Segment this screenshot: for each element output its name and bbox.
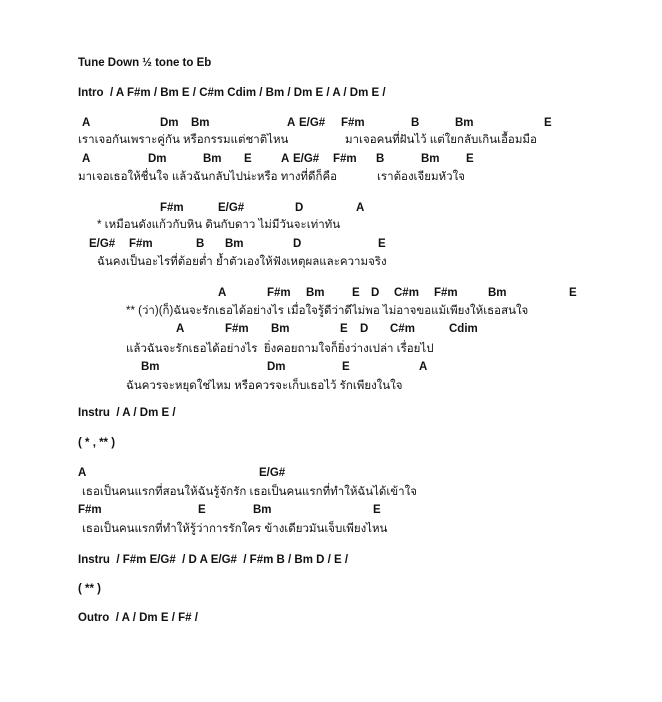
lyric-line: เธอเป็นคนแรกที่สอนให้ฉันรู้จักรัก เธอเป็นคนแรกที่ทำให้ฉันได้เข้าใจ	[82, 486, 417, 498]
chord: Dm	[160, 117, 179, 129]
chord: C#m	[394, 287, 419, 299]
chord: Bm	[488, 287, 507, 299]
chord: A	[78, 467, 87, 479]
chord: Bm	[271, 323, 290, 335]
chord: A	[287, 117, 296, 129]
lyric-line: * เหมือนดังแก้วกับหิน ดินกับดาว ไม่มีวันจะเท่าทัน	[97, 219, 341, 231]
chord: E/G#	[293, 153, 320, 165]
chord: Bm	[455, 117, 474, 129]
chord: B	[196, 238, 205, 250]
chord: D	[295, 202, 304, 214]
chord: E	[198, 504, 206, 516]
chord: E	[378, 238, 386, 250]
lyric-line: มาเจอคนที่ฝันไว้ แต่ใยกลับเกินเอื้อมมือ	[345, 134, 537, 146]
chord: F#m	[160, 202, 184, 214]
chord: F#m	[225, 323, 249, 335]
chord: F#m	[267, 287, 291, 299]
lyric-line: แล้วฉันจะรักเธอได้อย่างไร ยิ่งคอยถามใจก็ยิ่งว่างเปล่า เรื่อยไป	[126, 343, 434, 355]
chord: E/G#	[218, 202, 245, 214]
chord: F#m	[78, 504, 102, 516]
chord: Bm	[306, 287, 325, 299]
instrumental-line: Instru / F#m E/G# / D A E/G# / F#m B / Bm D / E /	[78, 554, 349, 566]
chord: E	[342, 361, 350, 373]
chord: Bm	[141, 361, 160, 373]
chord: Bm	[421, 153, 440, 165]
lyric-line: ฉันคงเป็นอะไรที่ต้อยต่ำ ย้ำตัวเองให้ฟังเหตุผลและความจริง	[97, 256, 387, 268]
chord: Cdim	[449, 323, 478, 335]
chord: F#m	[333, 153, 357, 165]
chord: C#m	[390, 323, 415, 335]
chord: E	[340, 323, 348, 335]
chord: Bm	[203, 153, 222, 165]
chord: Bm	[225, 238, 244, 250]
chord: A	[82, 117, 91, 129]
chord: E	[373, 504, 381, 516]
outro-line: Outro / A / Dm E / F# /	[78, 612, 198, 624]
chord: A	[281, 153, 290, 165]
chord: Dm	[267, 361, 286, 373]
lyric-line: มาเจอเธอให้ชื่นใจ แล้วฉันกลับไปน่ะหรือ ทางที่ดีก็คือ	[78, 171, 338, 183]
chord: E/G#	[89, 238, 116, 250]
repeat-marker: ( ** )	[78, 583, 101, 595]
chord: E	[466, 153, 474, 165]
tuning-title: Tune Down ½ tone to Eb	[78, 57, 212, 69]
chord: B	[376, 153, 385, 165]
chord: Dm	[148, 153, 167, 165]
intro-line: Intro / A F#m / Bm E / C#m Cdim / Bm / Dm E / A / Dm E /	[78, 87, 386, 99]
chord: E/G#	[299, 117, 326, 129]
repeat-marker: ( * , ** )	[78, 437, 116, 449]
chord: B	[411, 117, 420, 129]
chord: A	[82, 153, 91, 165]
lyric-line: ฉันควรจะหยุดใช่ไหม หรือควรจะเก็บเธอไว้ รักเพียงในใจ	[126, 380, 403, 392]
chord: E	[544, 117, 552, 129]
chord: F#m	[434, 287, 458, 299]
lyric-line: ** (ว่า)(ก็)ฉันจะรักเธอได้อย่างไร เมื่อใจรู้ดีว่าดีไม่พอ ไม่อาจขอแม้เพียงให้เธอสนใจ	[126, 305, 529, 317]
chord: E	[244, 153, 252, 165]
chord: F#m	[129, 238, 153, 250]
chord: D	[371, 287, 380, 299]
lyric-line: เราเจอกันเพราะคู่กัน หรือกรรมแต่ชาติไหน	[78, 134, 289, 146]
lyric-line: เราต้องเจียมหัวใจ	[377, 171, 465, 183]
chord: A	[419, 361, 428, 373]
chord: Bm	[191, 117, 210, 129]
chord: A	[356, 202, 365, 214]
chord: F#m	[341, 117, 365, 129]
chord: D	[360, 323, 369, 335]
chord: E	[569, 287, 577, 299]
chord: Bm	[253, 504, 272, 516]
chord: E/G#	[259, 467, 286, 479]
chord: E	[352, 287, 360, 299]
chord: A	[176, 323, 185, 335]
lyric-line: เธอเป็นคนแรกที่ทำให้รู้ว่าการรักใคร ข้างเดียวมันเจ็บเพียงไหน	[82, 523, 388, 535]
chord: A	[218, 287, 227, 299]
chord: D	[293, 238, 302, 250]
instrumental-line: Instru / A / Dm E /	[78, 407, 176, 419]
